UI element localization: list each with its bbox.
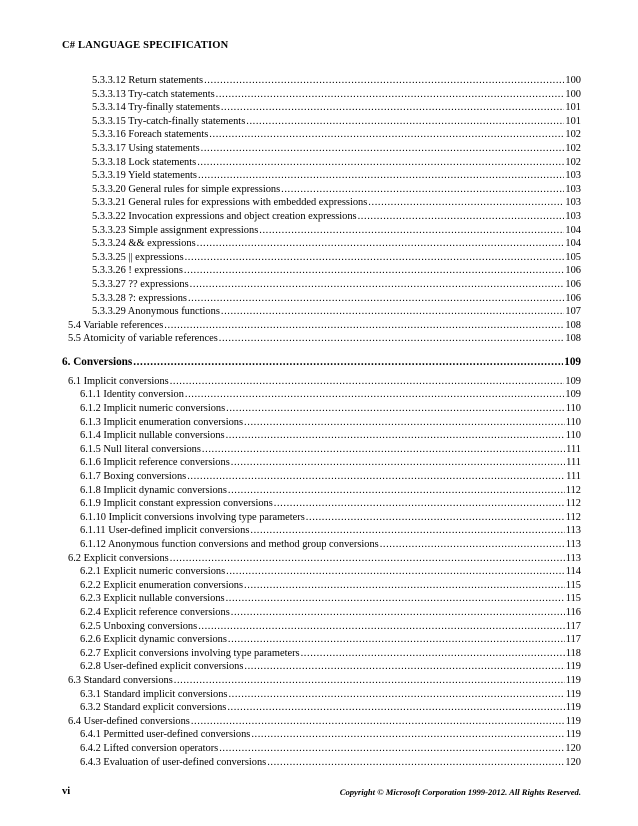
- toc-dot-leader: [201, 142, 565, 156]
- toc-dot-leader: [204, 74, 564, 88]
- toc-entry-page-number: 120: [565, 742, 581, 754]
- toc-entry-page-number: 100: [565, 75, 581, 86]
- toc-entry-page-number: 106: [565, 278, 581, 290]
- toc-entry-page-number: 112: [565, 484, 581, 496]
- toc-entry-title: 5.3.3.18 Lock statements: [92, 156, 197, 168]
- toc-dot-leader: [164, 319, 564, 333]
- toc-entry-title: 5.3.3.13 Try-catch statements: [92, 88, 215, 100]
- toc-entry[interactable]: [62, 674, 581, 688]
- toc-entry[interactable]: [62, 375, 581, 389]
- toc-entry-page-number: 103: [565, 183, 581, 195]
- toc-entry-title: 6.2.7 Explicit conversions involving type parameters: [80, 647, 300, 659]
- toc-entry[interactable]: [62, 319, 581, 333]
- toc-dot-leader: [228, 633, 565, 647]
- toc-entry-title: 5.3.3.17 Using statements: [92, 142, 200, 154]
- toc-dot-leader: [187, 470, 565, 484]
- toc-entry-title: 5.4 Variable references: [68, 319, 164, 331]
- toc-dot-leader: [185, 388, 565, 402]
- toc-entry[interactable]: [62, 416, 581, 430]
- toc-dot-leader: [190, 278, 565, 292]
- toc-entry-title: 5.3.3.20 General rules for simple expressions: [92, 183, 281, 195]
- toc-dot-leader: [246, 115, 564, 129]
- toc-entry[interactable]: [62, 606, 581, 620]
- toc-dot-leader: [368, 196, 564, 210]
- toc-entry-page-number: 115: [565, 579, 581, 591]
- toc-entry[interactable]: [62, 728, 581, 742]
- toc-dot-leader: [170, 552, 565, 566]
- toc-entry-title: 6.1.11 User-defined implicit conversions: [80, 525, 250, 537]
- toc-entry-page-number: 106: [565, 265, 581, 277]
- toc-entry-page-number: 113: [565, 525, 581, 537]
- toc-dot-leader: [216, 88, 565, 102]
- toc-entry[interactable]: [62, 484, 581, 498]
- toc-entry-page-number: 102: [565, 129, 581, 141]
- toc-dot-leader: [221, 101, 565, 115]
- toc-entry-page-number: 100: [565, 88, 581, 100]
- toc-dot-leader: [231, 456, 565, 470]
- toc-entry[interactable]: [62, 592, 581, 606]
- toc-dot-leader: [209, 128, 564, 142]
- toc-dot-leader: [231, 606, 565, 620]
- toc-dot-leader: [221, 305, 565, 319]
- toc-entry-page-number: 119: [565, 674, 581, 686]
- toc-entry-title: 6.2.5 Unboxing conversions: [80, 620, 198, 632]
- toc-entry[interactable]: [62, 156, 581, 170]
- toc-entry-title: 6.1.7 Boxing conversions: [80, 471, 187, 483]
- toc-entry[interactable]: [62, 565, 581, 579]
- toc-dot-leader: [188, 292, 564, 306]
- toc-entry-page-number: 117: [565, 620, 581, 632]
- toc-entry-title: 6.3 Standard conversions: [68, 674, 173, 686]
- toc-dot-leader: [244, 579, 565, 593]
- toc-dot-leader: [219, 742, 564, 756]
- toc-dot-leader: [228, 484, 565, 498]
- toc-dot-leader: [133, 351, 563, 373]
- toc-entry[interactable]: [62, 742, 581, 756]
- toc-entry-page-number: 111: [566, 471, 581, 483]
- toc-dot-leader: [380, 538, 565, 552]
- toc-dot-leader: [358, 210, 565, 224]
- toc-entry-page-number: 101: [565, 102, 581, 114]
- toc-entry-page-number: 111: [566, 457, 581, 469]
- toc-entry-title: 6.2.2 Explicit enumeration conversions: [80, 579, 244, 591]
- toc-dot-leader: [197, 156, 564, 170]
- toc-entry[interactable]: [62, 647, 581, 661]
- toc-dot-leader: [250, 524, 564, 538]
- toc-entry-page-number: 109: [565, 389, 581, 401]
- toc-entry-title: 5.3.3.25 || expressions: [92, 251, 184, 263]
- toc-dot-leader: [198, 169, 564, 183]
- toc-entry-page-number: 104: [565, 238, 581, 250]
- toc-entry[interactable]: [62, 538, 581, 552]
- toc-entry[interactable]: [62, 756, 581, 770]
- toc-entry-title: 6.4.1 Permitted user-defined conversions: [80, 729, 251, 741]
- toc-entry-page-number: 107: [565, 306, 581, 318]
- toc-entry-title: 5.3.3.21 General rules for expressions with embedded expressions: [92, 197, 368, 209]
- toc-entry[interactable]: [62, 101, 581, 115]
- toc-entry-title: 6.2.1 Explicit numeric conversions: [80, 566, 226, 578]
- toc-entry-title: 6.1.12 Anonymous function conversions and method group conversions: [80, 539, 379, 550]
- toc-entry-title: 6.4.3 Evaluation of user-defined conversions: [80, 756, 267, 768]
- toc-entry-title: 6.1.10 Implicit conversions involving type parameters: [80, 511, 305, 523]
- toc-entry-page-number: 112: [565, 511, 581, 523]
- toc-dot-leader: [251, 728, 564, 742]
- toc-entry-title: 5.3.3.22 Invocation expressions and object creation expressions: [92, 210, 357, 222]
- toc-dot-leader: [244, 660, 564, 674]
- toc-entry-title: 6.1.2 Implicit numeric conversions: [80, 403, 226, 415]
- toc-entry-title: 6.4 User-defined conversions: [68, 715, 190, 727]
- toc-entry[interactable]: [62, 429, 581, 443]
- toc-entry[interactable]: [62, 701, 581, 715]
- toc-entry-title: 5.3.3.23 Simple assignment expressions: [92, 224, 259, 236]
- toc-entry-title: 5.3.3.19 Yield statements: [92, 170, 197, 182]
- page-header-title: C# LANGUAGE SPECIFICATION: [62, 40, 229, 51]
- toc-entry[interactable]: [62, 115, 581, 129]
- toc-entry[interactable]: [62, 633, 581, 647]
- toc-entry[interactable]: [62, 402, 581, 416]
- toc-entry-title: 6.2 Explicit conversions: [68, 552, 169, 564]
- footer-page-number: vi: [62, 786, 71, 797]
- toc-entry[interactable]: [62, 470, 581, 484]
- toc-entry[interactable]: [62, 660, 581, 674]
- toc-entry-title: 5.3.3.12 Return statements: [92, 75, 204, 86]
- toc-entry[interactable]: [62, 443, 581, 457]
- toc-entry[interactable]: [62, 305, 581, 319]
- toc-entry[interactable]: [62, 332, 581, 346]
- toc-entry-title: 6.1.4 Implicit nullable conversions: [80, 430, 225, 442]
- toc-entry-page-number: 109: [564, 355, 581, 368]
- toc-entry-page-number: 105: [565, 251, 581, 263]
- toc-entry-page-number: 103: [565, 170, 581, 182]
- toc-dot-leader: [219, 332, 565, 346]
- toc-entry-page-number: 101: [565, 115, 581, 127]
- toc-entry-page-number: 103: [565, 210, 581, 222]
- toc-dot-leader: [227, 701, 564, 715]
- toc-entry-title: 6.1.9 Implicit constant expression conversions: [80, 498, 273, 510]
- toc-entry[interactable]: [62, 224, 581, 238]
- toc-entry[interactable]: [62, 552, 581, 566]
- toc-entry[interactable]: [62, 237, 581, 251]
- toc-entry-title: 6.4.2 Lifted conversion operators: [80, 742, 219, 754]
- toc-entry-title: 5.5 Atomicity of variable references: [68, 333, 218, 345]
- toc-entry-title: 6.1.5 Null literal conversions: [80, 443, 201, 455]
- toc-entry[interactable]: [62, 196, 581, 210]
- toc-entry-title: 6. Conversions: [62, 355, 133, 368]
- toc-entry-page-number: 120: [565, 756, 581, 768]
- toc-entry-page-number: 112: [565, 498, 581, 510]
- toc-dot-leader: [259, 224, 564, 238]
- toc-dot-leader: [226, 429, 565, 443]
- toc-dot-leader: [202, 443, 565, 457]
- toc-entry[interactable]: [62, 292, 581, 306]
- toc-entry-title: 6.2.8 User-defined explicit conversions: [80, 661, 244, 673]
- toc-entry[interactable]: [62, 183, 581, 197]
- toc-entry[interactable]: [62, 278, 581, 292]
- toc-entry-title: 6.3.2 Standard explicit conversions: [80, 702, 227, 714]
- toc-entry-page-number: 102: [565, 142, 581, 154]
- toc-entry-title: 5.3.3.15 Try-catch-finally statements: [92, 115, 246, 127]
- toc-entry-page-number: 109: [565, 375, 581, 387]
- toc-entry[interactable]: [62, 169, 581, 183]
- toc-entry[interactable]: [62, 456, 581, 470]
- toc-entry-page-number: 119: [565, 702, 581, 714]
- toc-entry[interactable]: [62, 715, 581, 729]
- toc-entry-page-number: 103: [565, 197, 581, 209]
- toc-dot-leader: [191, 715, 565, 729]
- toc-entry-page-number: 113: [565, 539, 581, 550]
- toc-entry-page-number: 116: [565, 606, 581, 618]
- toc-entry-page-number: 110: [565, 416, 581, 428]
- toc-entry-page-number: 118: [565, 647, 581, 659]
- toc-chapter-entry[interactable]: [62, 351, 581, 373]
- toc-entry-page-number: 119: [565, 661, 581, 673]
- toc-dot-leader: [197, 237, 565, 251]
- toc-entry[interactable]: [62, 497, 581, 511]
- table-of-contents: [62, 74, 581, 769]
- toc-dot-leader: [301, 647, 565, 661]
- toc-entry-title: 6.1.1 Identity conversion: [80, 389, 184, 401]
- toc-dot-leader: [226, 592, 565, 606]
- toc-entry[interactable]: [62, 579, 581, 593]
- toc-entry-page-number: 114: [565, 566, 581, 578]
- toc-entry-page-number: 110: [565, 403, 581, 415]
- toc-entry[interactable]: [62, 88, 581, 102]
- toc-entry[interactable]: [62, 74, 581, 88]
- toc-entry-page-number: 117: [565, 634, 581, 646]
- toc-entry[interactable]: [62, 511, 581, 525]
- toc-entry-page-number: 119: [565, 715, 581, 727]
- toc-entry-page-number: 115: [565, 593, 581, 605]
- toc-dot-leader: [185, 251, 565, 265]
- toc-entry-page-number: 113: [565, 552, 581, 564]
- toc-entry-page-number: 119: [565, 688, 581, 700]
- footer-copyright: Copyright © Microsoft Corporation 1999-2012. All Rights Reserved.: [339, 787, 581, 797]
- toc-entry-title: 5.3.3.24 && expressions: [92, 238, 196, 250]
- toc-entry[interactable]: [62, 388, 581, 402]
- toc-dot-leader: [198, 620, 565, 634]
- toc-entry[interactable]: [62, 210, 581, 224]
- toc-entry-title: 5.3.3.14 Try-finally statements: [92, 102, 220, 114]
- toc-dot-leader: [281, 183, 564, 197]
- toc-dot-leader: [184, 264, 564, 278]
- toc-dot-leader: [274, 497, 565, 511]
- toc-entry[interactable]: [62, 128, 581, 142]
- toc-dot-leader: [226, 565, 565, 579]
- toc-entry-title: 6.2.4 Explicit reference conversions: [80, 606, 230, 618]
- toc-entry-page-number: 111: [566, 443, 581, 455]
- toc-dot-leader: [170, 375, 565, 389]
- toc-entry-title: 6.3.1 Standard implicit conversions: [80, 688, 228, 700]
- toc-dot-leader: [174, 674, 565, 688]
- toc-entry-title: 5.3.3.28 ?: expressions: [92, 292, 187, 304]
- toc-dot-leader: [244, 416, 565, 430]
- toc-entry-page-number: 110: [565, 430, 581, 442]
- toc-entry-title: 5.3.3.27 ?? expressions: [92, 278, 189, 290]
- toc-entry-title: 6.2.3 Explicit nullable conversions: [80, 593, 225, 605]
- toc-entry[interactable]: [62, 142, 581, 156]
- toc-entry-title: 6.1.6 Implicit reference conversions: [80, 457, 230, 469]
- toc-entry-page-number: 106: [565, 292, 581, 304]
- toc-entry-title: 6.1.8 Implicit dynamic conversions: [80, 484, 227, 496]
- toc-entry-title: 6.2.6 Explicit dynamic conversions: [80, 634, 227, 646]
- toc-entry-page-number: 104: [565, 224, 581, 236]
- toc-dot-leader: [267, 756, 564, 770]
- toc-entry[interactable]: [62, 251, 581, 265]
- toc-entry[interactable]: [62, 264, 581, 278]
- toc-entry-page-number: 108: [565, 333, 581, 345]
- toc-entry[interactable]: [62, 620, 581, 634]
- toc-entry-page-number: 108: [565, 319, 581, 331]
- toc-entry-title: 5.3.3.29 Anonymous functions: [92, 306, 220, 318]
- toc-entry-title: 5.3.3.26 ! expressions: [92, 265, 183, 277]
- toc-dot-leader: [228, 688, 564, 702]
- toc-entry-page-number: 119: [565, 729, 581, 741]
- toc-dot-leader: [306, 511, 565, 525]
- toc-entry[interactable]: [62, 524, 581, 538]
- toc-entry-title: 5.3.3.16 Foreach statements: [92, 129, 209, 141]
- toc-entry-page-number: 102: [565, 156, 581, 168]
- toc-dot-leader: [226, 402, 565, 416]
- toc-entry-title: 6.1 Implicit conversions: [68, 375, 169, 387]
- toc-entry[interactable]: [62, 688, 581, 702]
- toc-entry-title: 6.1.3 Implicit enumeration conversions: [80, 416, 244, 428]
